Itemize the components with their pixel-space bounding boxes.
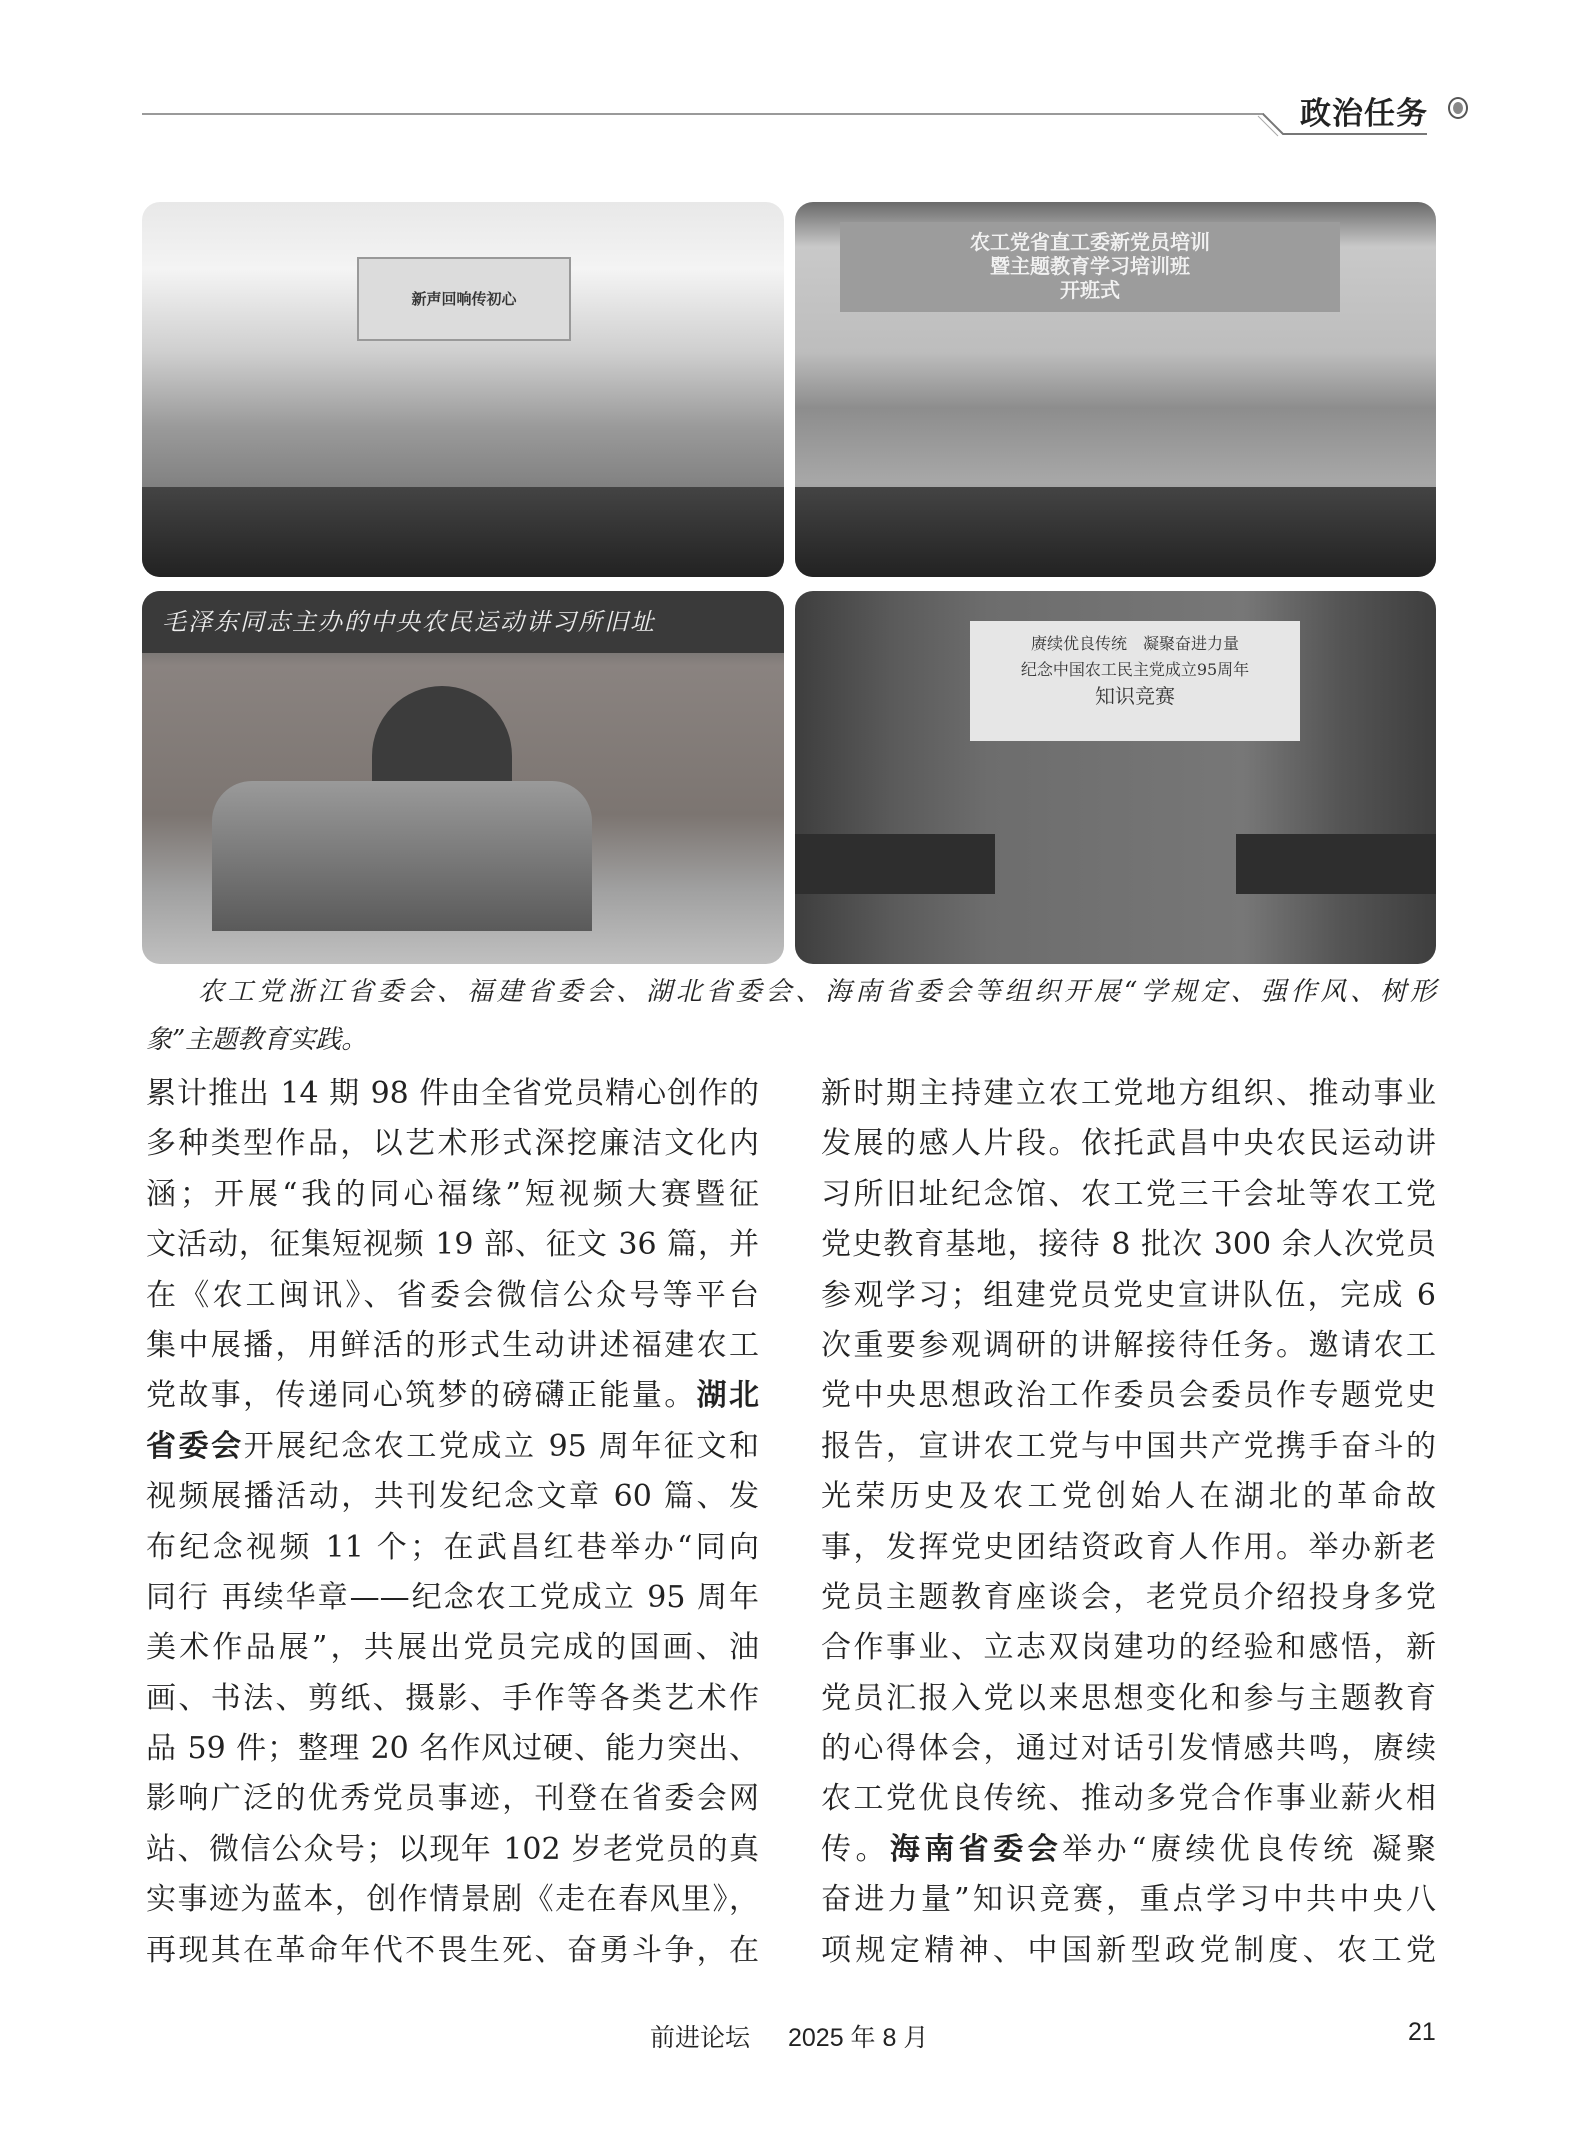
body-text-line xyxy=(146,1523,759,1573)
section-title: 政治任务 xyxy=(1300,96,1428,132)
text-run: 光荣历史及农工党创始人在湖北的革命故 xyxy=(821,1479,1436,1515)
text-run: 参观学习；组建党员党史宣讲队伍，完成 6 xyxy=(821,1277,1436,1313)
banner-line: 农工党省直工委新党员培训 xyxy=(970,230,1210,254)
text-run: 习所旧址纪念馆、农工党三干会址等农工党 xyxy=(821,1176,1436,1212)
body-text-line xyxy=(821,1623,1436,1673)
text-run: 站、微信公众号；以现年 102 岁老党员的真 xyxy=(146,1831,759,1867)
footer-issue: 2025 年 8 月 xyxy=(788,2024,929,2052)
body-text-line xyxy=(146,1674,759,1724)
body-text-line xyxy=(146,1875,759,1925)
text-run: 合作事业、立志双岗建功的经验和感悟，新 xyxy=(821,1630,1436,1666)
text-run: 奋进力量”知识竞赛，重点学习中共中央八 xyxy=(821,1882,1436,1918)
text-run: 党故事，传递同心筑梦的磅礴正能量。 xyxy=(146,1378,697,1414)
banner-line: 纪念中国农工民主党成立95周年 xyxy=(1020,660,1250,679)
body-text-line xyxy=(146,1623,759,1673)
target-circle-icon xyxy=(1448,97,1468,119)
text-run: 同行 再续华章——纪念农工党成立 95 周年 xyxy=(146,1579,759,1615)
photo-desk xyxy=(1236,834,1436,894)
body-text-line xyxy=(146,1472,759,1522)
photo-screen-text: 新声回响传初心 xyxy=(357,257,571,341)
body-text-line xyxy=(821,1674,1436,1724)
banner-line: 开班式 xyxy=(1060,278,1120,302)
text-run: 次重要参观调研的讲解接待任务。邀请农工 xyxy=(821,1327,1436,1363)
text-run: 品 59 件；整理 20 名作风过硬、能力突出、 xyxy=(146,1731,759,1767)
text-run: 累计推出 14 期 98 件由全省党员精心创作的 xyxy=(146,1076,759,1111)
footer-magazine: 前进论坛 xyxy=(650,2024,751,2052)
body-text-line xyxy=(821,1321,1436,1371)
body-text-line xyxy=(146,1825,759,1875)
text-run: 美术作品展”，共展出党员完成的国画、油 xyxy=(146,1630,759,1666)
body-text-line xyxy=(146,1774,759,1824)
photo-hubei-group xyxy=(142,591,784,964)
photo-screen-banner xyxy=(840,222,1340,312)
text-run: 的心得体会，通过对话引发情感共鸣，赓续 xyxy=(821,1731,1436,1767)
text-run: 画、书法、剪纸、摄影、手作等各类艺术作 xyxy=(146,1680,759,1716)
body-text-line xyxy=(146,1271,759,1321)
body-text-line xyxy=(821,1422,1436,1472)
text-run: 农工党优良传统、推动多党合作事业薪火相 xyxy=(821,1781,1436,1817)
body-text-line xyxy=(821,1371,1436,1421)
text-run: 集中展播，用鲜活的形式生动讲述福建农工 xyxy=(146,1327,759,1363)
text-run: 传。 xyxy=(821,1831,890,1867)
text-run: 党员主题教育座谈会，老党员介绍投身多党 xyxy=(821,1579,1436,1615)
photo-screen-banner xyxy=(970,621,1300,741)
text-run: 党史教育基地，接待 8 批次 300 余人次党员 xyxy=(821,1227,1436,1263)
body-text-line xyxy=(821,1825,1436,1875)
body-text-line xyxy=(821,1875,1436,1925)
body-text-line xyxy=(821,1724,1436,1774)
body-text-line xyxy=(146,1724,759,1774)
bold-org-name: 省委会 xyxy=(146,1428,244,1464)
text-run: 事，发挥党史团结资政育人作用。举办新老 xyxy=(821,1529,1436,1565)
body-text-line xyxy=(146,1371,759,1421)
bold-org-name: 海南省委会 xyxy=(889,1831,1063,1867)
body-text-line xyxy=(821,1220,1436,1270)
banner-line: 暨主题教育学习培训班 xyxy=(990,254,1190,278)
body-text-line xyxy=(821,1271,1436,1321)
body-text-line xyxy=(821,1170,1436,1220)
banner-line: 赓续优良传统 凝聚奋进力量 xyxy=(1030,634,1239,653)
text-run: 报告，宣讲农工党与中国共产党携手奋斗的 xyxy=(821,1428,1436,1464)
photo-desk xyxy=(795,834,995,894)
body-text-line xyxy=(146,1069,759,1119)
banner-line: 知识竞赛 xyxy=(1095,684,1175,708)
body-text-line xyxy=(146,1321,759,1371)
text-run: 影响广泛的优秀党员事迹，刊登在省委会网 xyxy=(146,1781,759,1817)
photo-caption-line: 农工党浙江省委会、福建省委会、湖北省委会、海南省委会等组织开展“学规定、强作风、树形 xyxy=(198,977,1436,1007)
text-run: 开展纪念农工党成立 95 周年征文和 xyxy=(243,1428,759,1464)
body-text-line xyxy=(821,1774,1436,1824)
photo-building-sign: 毛泽东同志主办的中央农民运动讲习所旧址 xyxy=(142,591,784,653)
text-run: 举办“赓续优良传统 凝聚 xyxy=(1062,1831,1437,1867)
header-rule xyxy=(142,113,1264,115)
text-run: 实事迹为蓝本，创作情景剧《走在春风里》， xyxy=(146,1882,759,1918)
photo-caption-line: 象”主题教育实践。 xyxy=(146,1025,368,1055)
bold-org-name: 湖北 xyxy=(696,1378,760,1414)
photo-hainan-contest xyxy=(795,591,1436,964)
body-text-line xyxy=(821,1523,1436,1573)
text-run: 涵；开展“我的同心福缘”短视频大赛暨征 xyxy=(146,1176,759,1212)
text-run: 发展的感人片段。依托武昌中央农民运动讲 xyxy=(821,1126,1436,1162)
body-column-right xyxy=(821,1069,1436,1976)
body-text-line xyxy=(146,1119,759,1169)
text-run: 再现其在革命年代不畏生死、奋勇斗争，在 xyxy=(146,1932,759,1968)
text-run: 布纪念视频 11 个；在武昌红巷举办“同向 xyxy=(146,1529,759,1565)
text-run: 新时期主持建立农工党地方组织、推动事业 xyxy=(821,1076,1436,1111)
body-text-line xyxy=(821,1472,1436,1522)
body-text-line xyxy=(821,1069,1436,1119)
body-text-line xyxy=(821,1926,1436,1976)
text-run: 党员汇报入党以来思想变化和参与主题教育 xyxy=(821,1680,1436,1716)
body-column-left xyxy=(146,1069,759,1976)
body-text-line xyxy=(821,1573,1436,1623)
photo-audience xyxy=(142,487,784,577)
body-text-line xyxy=(821,1119,1436,1169)
text-run: 在《农工闽讯》、省委会微信公众号等平台 xyxy=(146,1277,759,1313)
photo-audience xyxy=(795,487,1436,577)
text-run: 视频展播活动，共刊发纪念文章 60 篇、发 xyxy=(146,1479,759,1515)
photo-zhejiang-meeting xyxy=(142,202,784,577)
text-run: 多种类型作品，以艺术形式深挖廉洁文化内 xyxy=(146,1126,759,1162)
page-number: 21 xyxy=(1408,2018,1436,2046)
body-text-line xyxy=(146,1422,759,1472)
body-text-line xyxy=(146,1170,759,1220)
text-run: 文活动，征集短视频 19 部、征文 36 篇，并 xyxy=(146,1227,759,1263)
photo-group xyxy=(212,781,592,931)
photo-fujian-training xyxy=(795,202,1436,577)
body-text-line xyxy=(146,1573,759,1623)
body-text-line xyxy=(146,1220,759,1270)
body-text-line xyxy=(146,1926,759,1976)
text-run: 党中央思想政治工作委员会委员作专题党史 xyxy=(821,1378,1436,1414)
text-run: 项规定精神、中国新型政党制度、农工党 xyxy=(821,1932,1436,1968)
